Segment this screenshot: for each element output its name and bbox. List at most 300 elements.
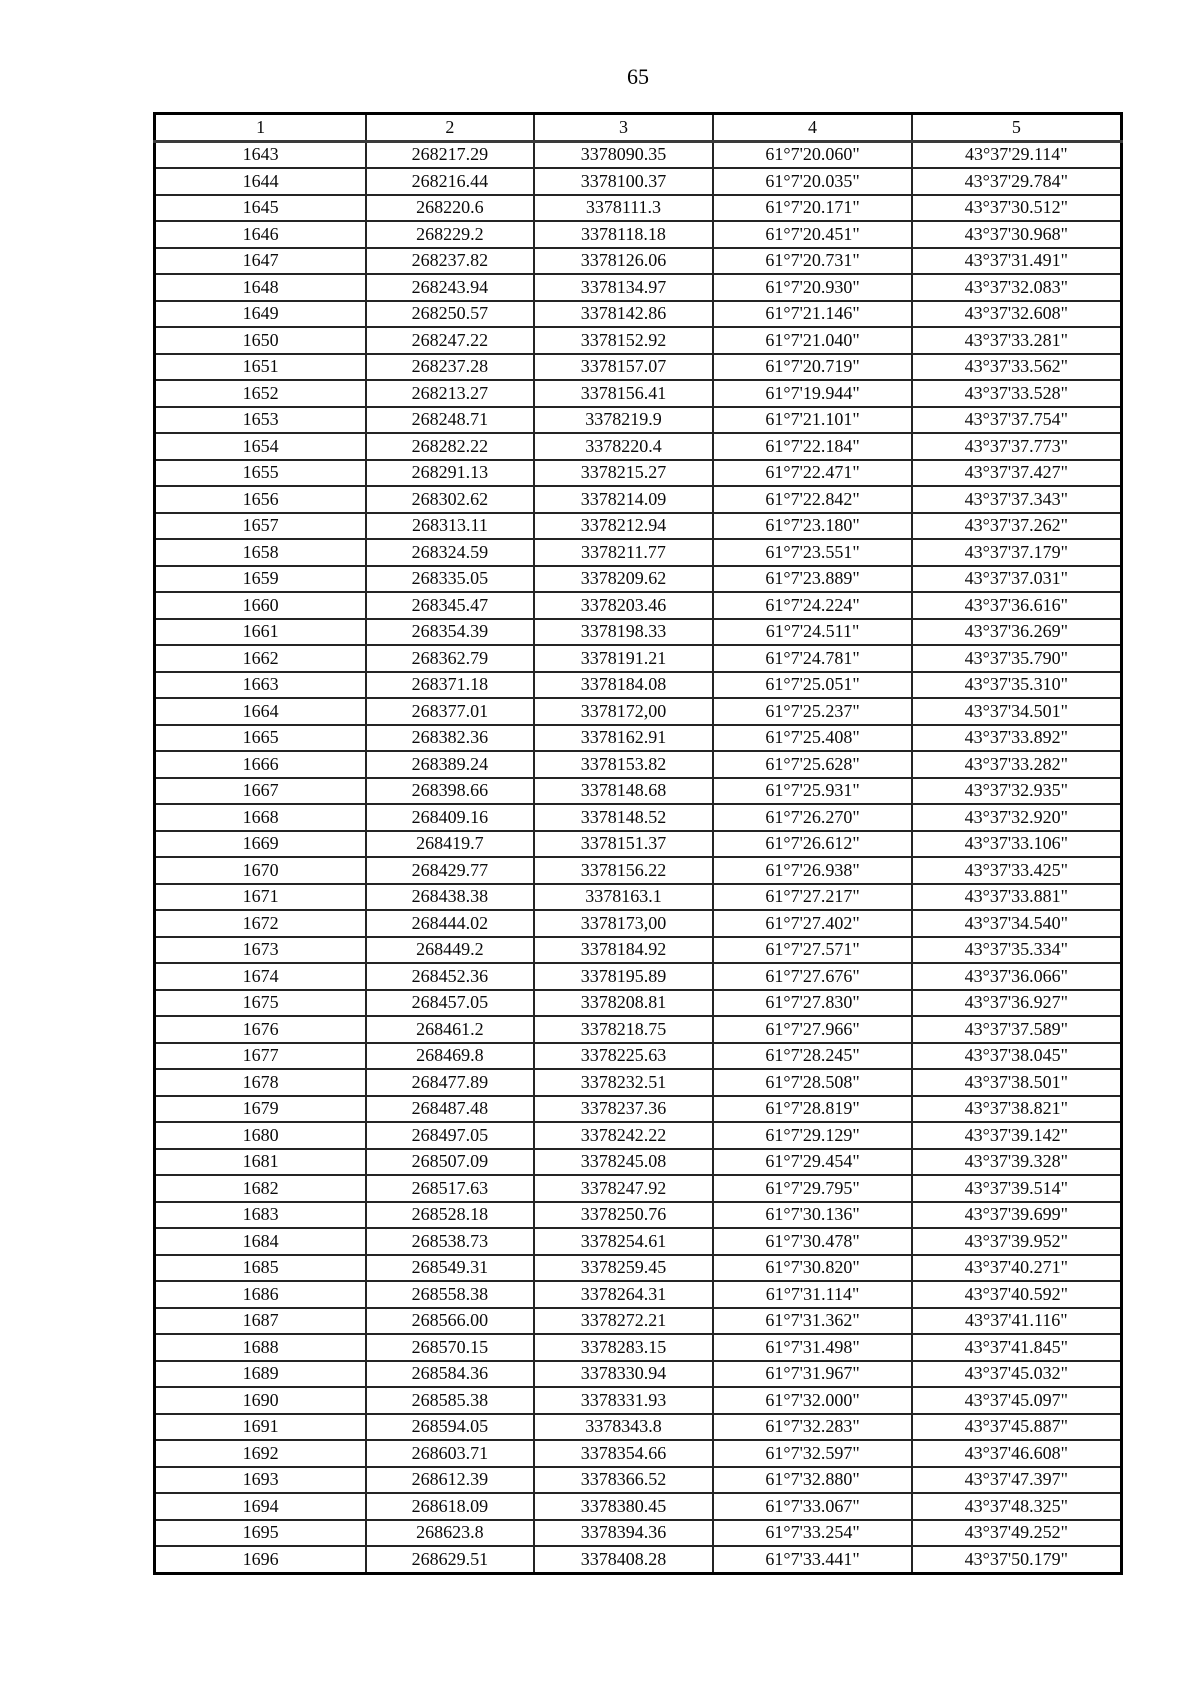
table-cell: 1693 bbox=[155, 1467, 367, 1494]
table-cell: 61°7'23.551" bbox=[713, 539, 911, 566]
table-cell: 1668 bbox=[155, 804, 367, 831]
table-cell: 43°37'37.754" bbox=[912, 407, 1122, 434]
table-row bbox=[155, 460, 1122, 487]
table-cell: 268584.36 bbox=[366, 1361, 533, 1388]
table-cell: 43°37'45.032" bbox=[912, 1361, 1122, 1388]
table-cell: 268248.71 bbox=[366, 407, 533, 434]
table-cell: 43°37'39.514" bbox=[912, 1175, 1122, 1202]
table-cell: 268302.62 bbox=[366, 486, 533, 513]
table-cell: 268291.13 bbox=[366, 460, 533, 487]
table-cell: 3378264.31 bbox=[534, 1281, 714, 1308]
table-cell: 43°37'33.106" bbox=[912, 831, 1122, 858]
coordinates-table bbox=[153, 112, 1123, 1575]
table-row bbox=[155, 513, 1122, 540]
table-cell: 268549.31 bbox=[366, 1255, 533, 1282]
table-cell: 3378250.76 bbox=[534, 1202, 714, 1229]
table-cell: 3378211.77 bbox=[534, 539, 714, 566]
table-cell: 43°37'29.784" bbox=[912, 168, 1122, 195]
table-row bbox=[155, 1493, 1122, 1520]
table-cell: 3378184.08 bbox=[534, 672, 714, 699]
table-cell: 61°7'31.114" bbox=[713, 1281, 911, 1308]
table-cell: 43°37'33.282" bbox=[912, 751, 1122, 778]
table-cell: 3378220.4 bbox=[534, 433, 714, 460]
table-cell: 43°37'40.592" bbox=[912, 1281, 1122, 1308]
table-row bbox=[155, 645, 1122, 672]
table-cell: 43°37'47.397" bbox=[912, 1467, 1122, 1494]
table-cell: 1648 bbox=[155, 274, 367, 301]
table-cell: 61°7'32.283" bbox=[713, 1414, 911, 1441]
table-cell: 1689 bbox=[155, 1361, 367, 1388]
table-cell: 61°7'32.880" bbox=[713, 1467, 911, 1494]
table-cell: 1656 bbox=[155, 486, 367, 513]
table-cell: 3378259.45 bbox=[534, 1255, 714, 1282]
table-cell: 1680 bbox=[155, 1122, 367, 1149]
page-number: 65 bbox=[627, 64, 649, 89]
table-row bbox=[155, 1043, 1122, 1070]
table-cell: 61°7'26.938" bbox=[713, 857, 911, 884]
table-cell: 3378366.52 bbox=[534, 1467, 714, 1494]
table-cell: 268618.09 bbox=[366, 1493, 533, 1520]
table-cell: 268229.2 bbox=[366, 221, 533, 248]
table-cell: 1647 bbox=[155, 248, 367, 275]
table-cell: 61°7'28.508" bbox=[713, 1069, 911, 1096]
table-cell: 3378173,00 bbox=[534, 910, 714, 937]
table-cell: 43°37'31.491" bbox=[912, 248, 1122, 275]
table-cell: 61°7'25.628" bbox=[713, 751, 911, 778]
table-cell: 1665 bbox=[155, 725, 367, 752]
table-cell: 268324.59 bbox=[366, 539, 533, 566]
table-cell: 3378380.45 bbox=[534, 1493, 714, 1520]
table-cell: 3378283.15 bbox=[534, 1334, 714, 1361]
table-cell: 61°7'28.819" bbox=[713, 1096, 911, 1123]
table-cell: 61°7'20.930" bbox=[713, 274, 911, 301]
table-cell: 43°37'38.821" bbox=[912, 1096, 1122, 1123]
table-cell: 3378090.35 bbox=[534, 141, 714, 168]
table-cell: 61°7'20.035" bbox=[713, 168, 911, 195]
table-cell: 268247.22 bbox=[366, 327, 533, 354]
table-cell: 1650 bbox=[155, 327, 367, 354]
table-cell: 61°7'27.676" bbox=[713, 963, 911, 990]
table-cell: 268477.89 bbox=[366, 1069, 533, 1096]
table-cell: 61°7'20.060" bbox=[713, 141, 911, 168]
table-cell: 3378208.81 bbox=[534, 990, 714, 1017]
table-cell: 3378184.92 bbox=[534, 937, 714, 964]
table-cell: 43°37'34.501" bbox=[912, 698, 1122, 725]
table-cell: 1658 bbox=[155, 539, 367, 566]
table-cell: 61°7'27.402" bbox=[713, 910, 911, 937]
table-cell: 43°37'41.116" bbox=[912, 1308, 1122, 1335]
table-cell: 3378100.37 bbox=[534, 168, 714, 195]
table-row bbox=[155, 1546, 1122, 1573]
table-cell: 1692 bbox=[155, 1440, 367, 1467]
table-cell: 1674 bbox=[155, 963, 367, 990]
table-cell: 61°7'32.000" bbox=[713, 1387, 911, 1414]
table-cell: 43°37'35.334" bbox=[912, 937, 1122, 964]
table-cell: 3378157.07 bbox=[534, 354, 714, 381]
table-cell: 43°37'33.562" bbox=[912, 354, 1122, 381]
table-row bbox=[155, 990, 1122, 1017]
table-cell: 3378237.36 bbox=[534, 1096, 714, 1123]
table-cell: 61°7'21.101" bbox=[713, 407, 911, 434]
table-cell: 268507.09 bbox=[366, 1149, 533, 1176]
table-cell: 3378343.8 bbox=[534, 1414, 714, 1441]
table-cell: 1661 bbox=[155, 619, 367, 646]
table-row bbox=[155, 831, 1122, 858]
table-cell: 3378148.52 bbox=[534, 804, 714, 831]
table-cell: 268444.02 bbox=[366, 910, 533, 937]
table-cell: 1691 bbox=[155, 1414, 367, 1441]
table-cell: 61°7'27.571" bbox=[713, 937, 911, 964]
table-row bbox=[155, 141, 1122, 168]
table-row bbox=[155, 963, 1122, 990]
table-cell: 61°7'25.051" bbox=[713, 672, 911, 699]
table-cell: 43°37'46.608" bbox=[912, 1440, 1122, 1467]
table-cell: 61°7'19.944" bbox=[713, 380, 911, 407]
table-row bbox=[155, 380, 1122, 407]
table-cell: 43°37'33.892" bbox=[912, 725, 1122, 752]
table-cell: 268487.48 bbox=[366, 1096, 533, 1123]
table-row bbox=[155, 1414, 1122, 1441]
column-header: 5 bbox=[912, 114, 1122, 142]
table-cell: 43°37'37.179" bbox=[912, 539, 1122, 566]
table-cell: 61°7'33.441" bbox=[713, 1546, 911, 1573]
table-cell: 3378245.08 bbox=[534, 1149, 714, 1176]
table-cell: 1671 bbox=[155, 884, 367, 911]
table-cell: 1690 bbox=[155, 1387, 367, 1414]
table-cell: 61°7'27.217" bbox=[713, 884, 911, 911]
table-cell: 268371.18 bbox=[366, 672, 533, 699]
table-cell: 268566.00 bbox=[366, 1308, 533, 1335]
table-cell: 43°37'41.845" bbox=[912, 1334, 1122, 1361]
table-cell: 61°7'29.454" bbox=[713, 1149, 911, 1176]
table-cell: 43°37'50.179" bbox=[912, 1546, 1122, 1573]
table-cell: 1669 bbox=[155, 831, 367, 858]
table-cell: 43°37'45.097" bbox=[912, 1387, 1122, 1414]
table-cell: 1644 bbox=[155, 168, 367, 195]
table-cell: 1659 bbox=[155, 566, 367, 593]
table-cell: 3378209.62 bbox=[534, 566, 714, 593]
table-cell: 43°37'48.325" bbox=[912, 1493, 1122, 1520]
table-cell: 268237.28 bbox=[366, 354, 533, 381]
table-cell: 1653 bbox=[155, 407, 367, 434]
table-cell: 43°37'35.790" bbox=[912, 645, 1122, 672]
table-row bbox=[155, 1228, 1122, 1255]
table-cell: 268377.01 bbox=[366, 698, 533, 725]
table-cell: 1688 bbox=[155, 1334, 367, 1361]
table-row bbox=[155, 804, 1122, 831]
table-cell: 43°37'32.920" bbox=[912, 804, 1122, 831]
table-cell: 61°7'22.842" bbox=[713, 486, 911, 513]
table-row bbox=[155, 407, 1122, 434]
table-row bbox=[155, 566, 1122, 593]
table-cell: 3378198.33 bbox=[534, 619, 714, 646]
table-row bbox=[155, 1149, 1122, 1176]
table-cell: 61°7'20.731" bbox=[713, 248, 911, 275]
table-cell: 61°7'31.362" bbox=[713, 1308, 911, 1335]
table-cell: 1696 bbox=[155, 1546, 367, 1573]
table-cell: 268213.27 bbox=[366, 380, 533, 407]
table-cell: 43°37'32.608" bbox=[912, 301, 1122, 328]
table-row bbox=[155, 884, 1122, 911]
table-cell: 3378163.1 bbox=[534, 884, 714, 911]
table-cell: 268419.7 bbox=[366, 831, 533, 858]
table-cell: 268345.47 bbox=[366, 592, 533, 619]
table-row bbox=[155, 433, 1122, 460]
table-cell: 3378242.22 bbox=[534, 1122, 714, 1149]
table-cell: 3378191.21 bbox=[534, 645, 714, 672]
table-row bbox=[155, 1281, 1122, 1308]
table-cell: 268398.66 bbox=[366, 778, 533, 805]
table-cell: 1695 bbox=[155, 1520, 367, 1547]
table-cell: 61°7'25.408" bbox=[713, 725, 911, 752]
table-cell: 3378354.66 bbox=[534, 1440, 714, 1467]
table-cell: 43°37'33.881" bbox=[912, 884, 1122, 911]
table-cell: 43°37'37.262" bbox=[912, 513, 1122, 540]
table-row bbox=[155, 221, 1122, 248]
table-cell: 1687 bbox=[155, 1308, 367, 1335]
table-cell: 1657 bbox=[155, 513, 367, 540]
table-cell: 61°7'25.237" bbox=[713, 698, 911, 725]
table-cell: 1652 bbox=[155, 380, 367, 407]
table-cell: 268449.2 bbox=[366, 937, 533, 964]
table-cell: 3378195.89 bbox=[534, 963, 714, 990]
table-cell: 43°37'38.045" bbox=[912, 1043, 1122, 1070]
table-cell: 268382.36 bbox=[366, 725, 533, 752]
table-cell: 268603.71 bbox=[366, 1440, 533, 1467]
table-cell: 1684 bbox=[155, 1228, 367, 1255]
table-cell: 43°37'37.427" bbox=[912, 460, 1122, 487]
table-cell: 61°7'27.966" bbox=[713, 1016, 911, 1043]
table-cell: 1662 bbox=[155, 645, 367, 672]
table-cell: 1675 bbox=[155, 990, 367, 1017]
table-row bbox=[155, 1096, 1122, 1123]
table-cell: 61°7'21.040" bbox=[713, 327, 911, 354]
table-cell: 1681 bbox=[155, 1149, 367, 1176]
table-cell: 43°37'49.252" bbox=[912, 1520, 1122, 1547]
table-row bbox=[155, 274, 1122, 301]
column-header: 4 bbox=[713, 114, 911, 142]
table-cell: 268452.36 bbox=[366, 963, 533, 990]
table-cell: 268282.22 bbox=[366, 433, 533, 460]
table-cell: 61°7'22.184" bbox=[713, 433, 911, 460]
table-cell: 3378225.63 bbox=[534, 1043, 714, 1070]
table-cell: 1645 bbox=[155, 195, 367, 222]
table-cell: 1643 bbox=[155, 141, 367, 168]
table-cell: 3378219.9 bbox=[534, 407, 714, 434]
table-cell: 43°37'32.083" bbox=[912, 274, 1122, 301]
table-cell: 43°37'33.425" bbox=[912, 857, 1122, 884]
table-row bbox=[155, 248, 1122, 275]
table-cell: 268313.11 bbox=[366, 513, 533, 540]
table-row bbox=[155, 1334, 1122, 1361]
table-cell: 61°7'24.224" bbox=[713, 592, 911, 619]
table-cell: 3378394.36 bbox=[534, 1520, 714, 1547]
table-cell: 43°37'36.269" bbox=[912, 619, 1122, 646]
table-cell: 61°7'20.171" bbox=[713, 195, 911, 222]
table-cell: 61°7'33.067" bbox=[713, 1493, 911, 1520]
table-cell: 3378111.3 bbox=[534, 195, 714, 222]
table-cell: 268438.38 bbox=[366, 884, 533, 911]
table-cell: 61°7'30.136" bbox=[713, 1202, 911, 1229]
table-cell: 268517.63 bbox=[366, 1175, 533, 1202]
table-cell: 43°37'37.031" bbox=[912, 566, 1122, 593]
table-cell: 268217.29 bbox=[366, 141, 533, 168]
table-cell: 1685 bbox=[155, 1255, 367, 1282]
table-cell: 3378118.18 bbox=[534, 221, 714, 248]
table-cell: 43°37'30.968" bbox=[912, 221, 1122, 248]
table-cell: 1664 bbox=[155, 698, 367, 725]
table-cell: 3378134.97 bbox=[534, 274, 714, 301]
table-cell: 61°7'21.146" bbox=[713, 301, 911, 328]
table-row bbox=[155, 327, 1122, 354]
table-row bbox=[155, 1175, 1122, 1202]
table-cell: 268629.51 bbox=[366, 1546, 533, 1573]
table-cell: 268469.8 bbox=[366, 1043, 533, 1070]
table-row bbox=[155, 1255, 1122, 1282]
table-cell: 3378331.93 bbox=[534, 1387, 714, 1414]
table-cell: 268594.05 bbox=[366, 1414, 533, 1441]
table-row bbox=[155, 857, 1122, 884]
table-row bbox=[155, 1361, 1122, 1388]
table-cell: 1673 bbox=[155, 937, 367, 964]
table-cell: 43°37'39.142" bbox=[912, 1122, 1122, 1149]
table-cell: 3378162.91 bbox=[534, 725, 714, 752]
column-header: 3 bbox=[534, 114, 714, 142]
table-cell: 268243.94 bbox=[366, 274, 533, 301]
table-cell: 1654 bbox=[155, 433, 367, 460]
table-header-row bbox=[155, 114, 1122, 142]
table-cell: 1679 bbox=[155, 1096, 367, 1123]
table-cell: 1655 bbox=[155, 460, 367, 487]
table-cell: 61°7'30.478" bbox=[713, 1228, 911, 1255]
table-row bbox=[155, 1202, 1122, 1229]
table-cell: 61°7'33.254" bbox=[713, 1520, 911, 1547]
table-cell: 61°7'32.597" bbox=[713, 1440, 911, 1467]
table-cell: 61°7'20.719" bbox=[713, 354, 911, 381]
table-cell: 268362.79 bbox=[366, 645, 533, 672]
table-row bbox=[155, 1069, 1122, 1096]
table-cell: 43°37'36.066" bbox=[912, 963, 1122, 990]
table-cell: 1686 bbox=[155, 1281, 367, 1308]
table-row bbox=[155, 1122, 1122, 1149]
table-row bbox=[155, 1387, 1122, 1414]
table-cell: 1649 bbox=[155, 301, 367, 328]
table-cell: 61°7'27.830" bbox=[713, 990, 911, 1017]
table-cell: 61°7'26.270" bbox=[713, 804, 911, 831]
table-cell: 1666 bbox=[155, 751, 367, 778]
table-cell: 61°7'31.498" bbox=[713, 1334, 911, 1361]
table-cell: 3378203.46 bbox=[534, 592, 714, 619]
table-cell: 61°7'25.931" bbox=[713, 778, 911, 805]
table-row bbox=[155, 592, 1122, 619]
table-cell: 43°37'37.589" bbox=[912, 1016, 1122, 1043]
table-cell: 3378254.61 bbox=[534, 1228, 714, 1255]
table-cell: 268570.15 bbox=[366, 1334, 533, 1361]
column-header: 1 bbox=[155, 114, 367, 142]
table-row bbox=[155, 1016, 1122, 1043]
table-cell: 61°7'20.451" bbox=[713, 221, 911, 248]
table-cell: 3378153.82 bbox=[534, 751, 714, 778]
table-cell: 43°37'33.528" bbox=[912, 380, 1122, 407]
table-cell: 43°37'37.773" bbox=[912, 433, 1122, 460]
table-cell: 1682 bbox=[155, 1175, 367, 1202]
table-row bbox=[155, 539, 1122, 566]
table-cell: 268429.77 bbox=[366, 857, 533, 884]
table-cell: 61°7'23.889" bbox=[713, 566, 911, 593]
table-cell: 3378247.92 bbox=[534, 1175, 714, 1202]
table-cell: 1670 bbox=[155, 857, 367, 884]
table-row bbox=[155, 486, 1122, 513]
table-cell: 43°37'30.512" bbox=[912, 195, 1122, 222]
table-cell: 61°7'30.820" bbox=[713, 1255, 911, 1282]
table-cell: 268585.38 bbox=[366, 1387, 533, 1414]
table-cell: 43°37'39.952" bbox=[912, 1228, 1122, 1255]
table-cell: 61°7'24.781" bbox=[713, 645, 911, 672]
table-cell: 268237.82 bbox=[366, 248, 533, 275]
table-cell: 3378156.41 bbox=[534, 380, 714, 407]
table-cell: 3378330.94 bbox=[534, 1361, 714, 1388]
table-row bbox=[155, 1308, 1122, 1335]
table-cell: 268389.24 bbox=[366, 751, 533, 778]
table-cell: 61°7'23.180" bbox=[713, 513, 911, 540]
table-row bbox=[155, 751, 1122, 778]
table-row bbox=[155, 672, 1122, 699]
table-row bbox=[155, 619, 1122, 646]
table-cell: 3378408.28 bbox=[534, 1546, 714, 1573]
table-cell: 3378172,00 bbox=[534, 698, 714, 725]
table-row bbox=[155, 910, 1122, 937]
table-cell: 268335.05 bbox=[366, 566, 533, 593]
table-cell: 268409.16 bbox=[366, 804, 533, 831]
table-row bbox=[155, 698, 1122, 725]
table-cell: 268354.39 bbox=[366, 619, 533, 646]
table-cell: 3378142.86 bbox=[534, 301, 714, 328]
table-row bbox=[155, 301, 1122, 328]
table-row bbox=[155, 1440, 1122, 1467]
table-cell: 268497.05 bbox=[366, 1122, 533, 1149]
table-cell: 268220.6 bbox=[366, 195, 533, 222]
table-row bbox=[155, 937, 1122, 964]
table-cell: 3378148.68 bbox=[534, 778, 714, 805]
table-cell: 43°37'33.281" bbox=[912, 327, 1122, 354]
table-cell: 1651 bbox=[155, 354, 367, 381]
table-cell: 3378126.06 bbox=[534, 248, 714, 275]
table-cell: 1694 bbox=[155, 1493, 367, 1520]
table-cell: 61°7'28.245" bbox=[713, 1043, 911, 1070]
table-cell: 43°37'39.699" bbox=[912, 1202, 1122, 1229]
table-cell: 43°37'36.927" bbox=[912, 990, 1122, 1017]
table-cell: 43°37'40.271" bbox=[912, 1255, 1122, 1282]
table-cell: 43°37'37.343" bbox=[912, 486, 1122, 513]
table-row bbox=[155, 725, 1122, 752]
table-cell: 268538.73 bbox=[366, 1228, 533, 1255]
table-cell: 43°37'34.540" bbox=[912, 910, 1122, 937]
table-cell: 43°37'36.616" bbox=[912, 592, 1122, 619]
table-cell: 3378272.21 bbox=[534, 1308, 714, 1335]
table-cell: 3378215.27 bbox=[534, 460, 714, 487]
table-cell: 268250.57 bbox=[366, 301, 533, 328]
table-cell: 1660 bbox=[155, 592, 367, 619]
table-cell: 268216.44 bbox=[366, 168, 533, 195]
table-cell: 3378218.75 bbox=[534, 1016, 714, 1043]
table-row bbox=[155, 778, 1122, 805]
table-cell: 268457.05 bbox=[366, 990, 533, 1017]
table-cell: 3378152.92 bbox=[534, 327, 714, 354]
table-row bbox=[155, 354, 1122, 381]
table-cell: 268558.38 bbox=[366, 1281, 533, 1308]
table-cell: 268461.2 bbox=[366, 1016, 533, 1043]
table-cell: 43°37'39.328" bbox=[912, 1149, 1122, 1176]
